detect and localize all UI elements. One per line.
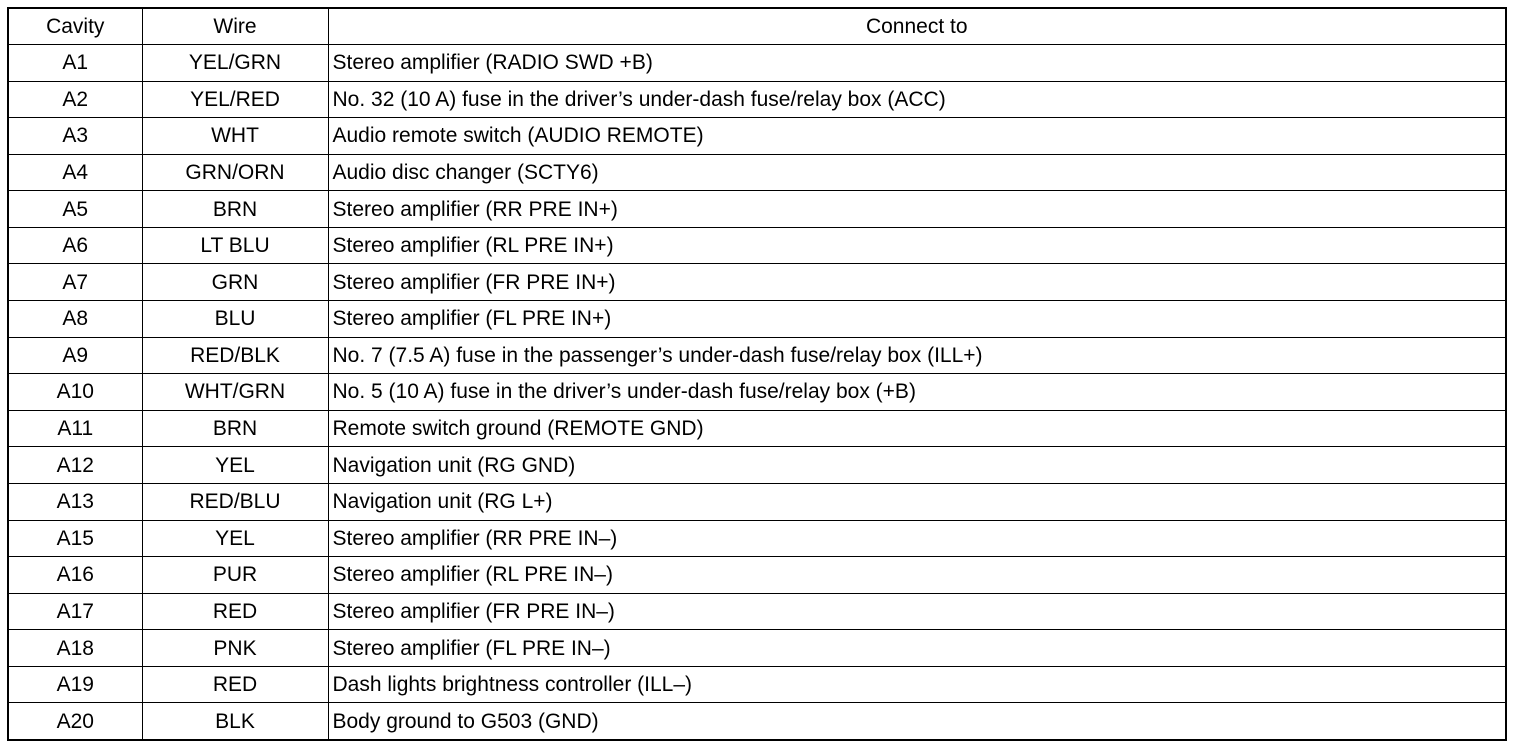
table-body <box>9 45 1505 740</box>
table-row <box>9 337 1505 374</box>
wire-color-cell: LT BLU <box>142 227 328 264</box>
table-row <box>9 593 1505 630</box>
cavity-cell: A8 <box>9 301 142 338</box>
wire-color-cell: BRN <box>142 410 328 447</box>
connect-to-cell: Stereo amplifier (RR PRE IN–) <box>328 520 1505 557</box>
cavity-cell: A12 <box>9 447 142 484</box>
connect-to-cell: Stereo amplifier (RL PRE IN+) <box>328 227 1505 264</box>
connector-pinout-table <box>9 9 1505 739</box>
table-row <box>9 520 1505 557</box>
connect-to-cell: No. 5 (10 A) fuse in the driver’s under-dash fuse/relay box (+B) <box>328 374 1505 411</box>
table-row <box>9 703 1505 739</box>
wire-color-cell: BRN <box>142 191 328 228</box>
table-row <box>9 191 1505 228</box>
cavity-cell: A9 <box>9 337 142 374</box>
header-wire: Wire <box>142 9 328 45</box>
wire-color-cell: RED <box>142 666 328 703</box>
wire-color-cell: WHT <box>142 118 328 155</box>
wire-color-cell: BLK <box>142 703 328 739</box>
connect-to-cell: Navigation unit (RG GND) <box>328 447 1505 484</box>
connect-to-cell: Navigation unit (RG L+) <box>328 483 1505 520</box>
cavity-cell: A20 <box>9 703 142 739</box>
connect-to-cell: Stereo amplifier (RR PRE IN+) <box>328 191 1505 228</box>
table-row <box>9 81 1505 118</box>
header-cavity: Cavity <box>9 9 142 45</box>
table-row <box>9 118 1505 155</box>
table-row <box>9 227 1505 264</box>
table-row <box>9 410 1505 447</box>
cavity-cell: A6 <box>9 227 142 264</box>
table-row <box>9 374 1505 411</box>
wire-color-cell: WHT/GRN <box>142 374 328 411</box>
connect-to-cell: Stereo amplifier (RADIO SWD +B) <box>328 45 1505 82</box>
connect-to-cell: Stereo amplifier (FR PRE IN–) <box>328 593 1505 630</box>
cavity-cell: A19 <box>9 666 142 703</box>
cavity-cell: A7 <box>9 264 142 301</box>
cavity-cell: A1 <box>9 45 142 82</box>
table-row <box>9 447 1505 484</box>
wire-color-cell: YEL <box>142 520 328 557</box>
wire-color-cell: GRN <box>142 264 328 301</box>
table-header-row <box>9 9 1505 45</box>
connect-to-cell: Audio remote switch (AUDIO REMOTE) <box>328 118 1505 155</box>
wire-color-cell: RED/BLU <box>142 483 328 520</box>
wire-color-cell: RED <box>142 593 328 630</box>
cavity-cell: A5 <box>9 191 142 228</box>
connect-to-cell: Stereo amplifier (FL PRE IN+) <box>328 301 1505 338</box>
wire-color-cell: GRN/ORN <box>142 154 328 191</box>
connect-to-cell: Audio disc changer (SCTY6) <box>328 154 1505 191</box>
cavity-cell: A18 <box>9 630 142 667</box>
connect-to-cell: No. 32 (10 A) fuse in the driver’s under-dash fuse/relay box (ACC) <box>328 81 1505 118</box>
table-row <box>9 666 1505 703</box>
cavity-cell: A13 <box>9 483 142 520</box>
table-row <box>9 301 1505 338</box>
connect-to-cell: Body ground to G503 (GND) <box>328 703 1505 739</box>
connect-to-cell: Stereo amplifier (FR PRE IN+) <box>328 264 1505 301</box>
header-connect-to: Connect to <box>328 9 1505 45</box>
connect-to-cell: Stereo amplifier (FL PRE IN–) <box>328 630 1505 667</box>
connect-to-cell: Dash lights brightness controller (ILL–) <box>328 666 1505 703</box>
wire-color-cell: PNK <box>142 630 328 667</box>
table-row <box>9 483 1505 520</box>
cavity-cell: A16 <box>9 557 142 594</box>
table-row <box>9 45 1505 82</box>
wire-color-cell: BLU <box>142 301 328 338</box>
cavity-cell: A15 <box>9 520 142 557</box>
table-row <box>9 264 1505 301</box>
cavity-cell: A4 <box>9 154 142 191</box>
connect-to-cell: Remote switch ground (REMOTE GND) <box>328 410 1505 447</box>
cavity-cell: A2 <box>9 81 142 118</box>
cavity-cell: A11 <box>9 410 142 447</box>
table-row <box>9 630 1505 667</box>
wire-color-cell: PUR <box>142 557 328 594</box>
wire-color-cell: YEL <box>142 447 328 484</box>
cavity-cell: A3 <box>9 118 142 155</box>
table-row <box>9 154 1505 191</box>
cavity-cell: A17 <box>9 593 142 630</box>
table-row <box>9 557 1505 594</box>
connect-to-cell: No. 7 (7.5 A) fuse in the passenger’s under-dash fuse/relay box (ILL+) <box>328 337 1505 374</box>
cavity-cell: A10 <box>9 374 142 411</box>
connect-to-cell: Stereo amplifier (RL PRE IN–) <box>328 557 1505 594</box>
wire-color-cell: YEL/RED <box>142 81 328 118</box>
wire-color-cell: RED/BLK <box>142 337 328 374</box>
connector-pinout-table-frame <box>7 7 1507 741</box>
wire-color-cell: YEL/GRN <box>142 45 328 82</box>
